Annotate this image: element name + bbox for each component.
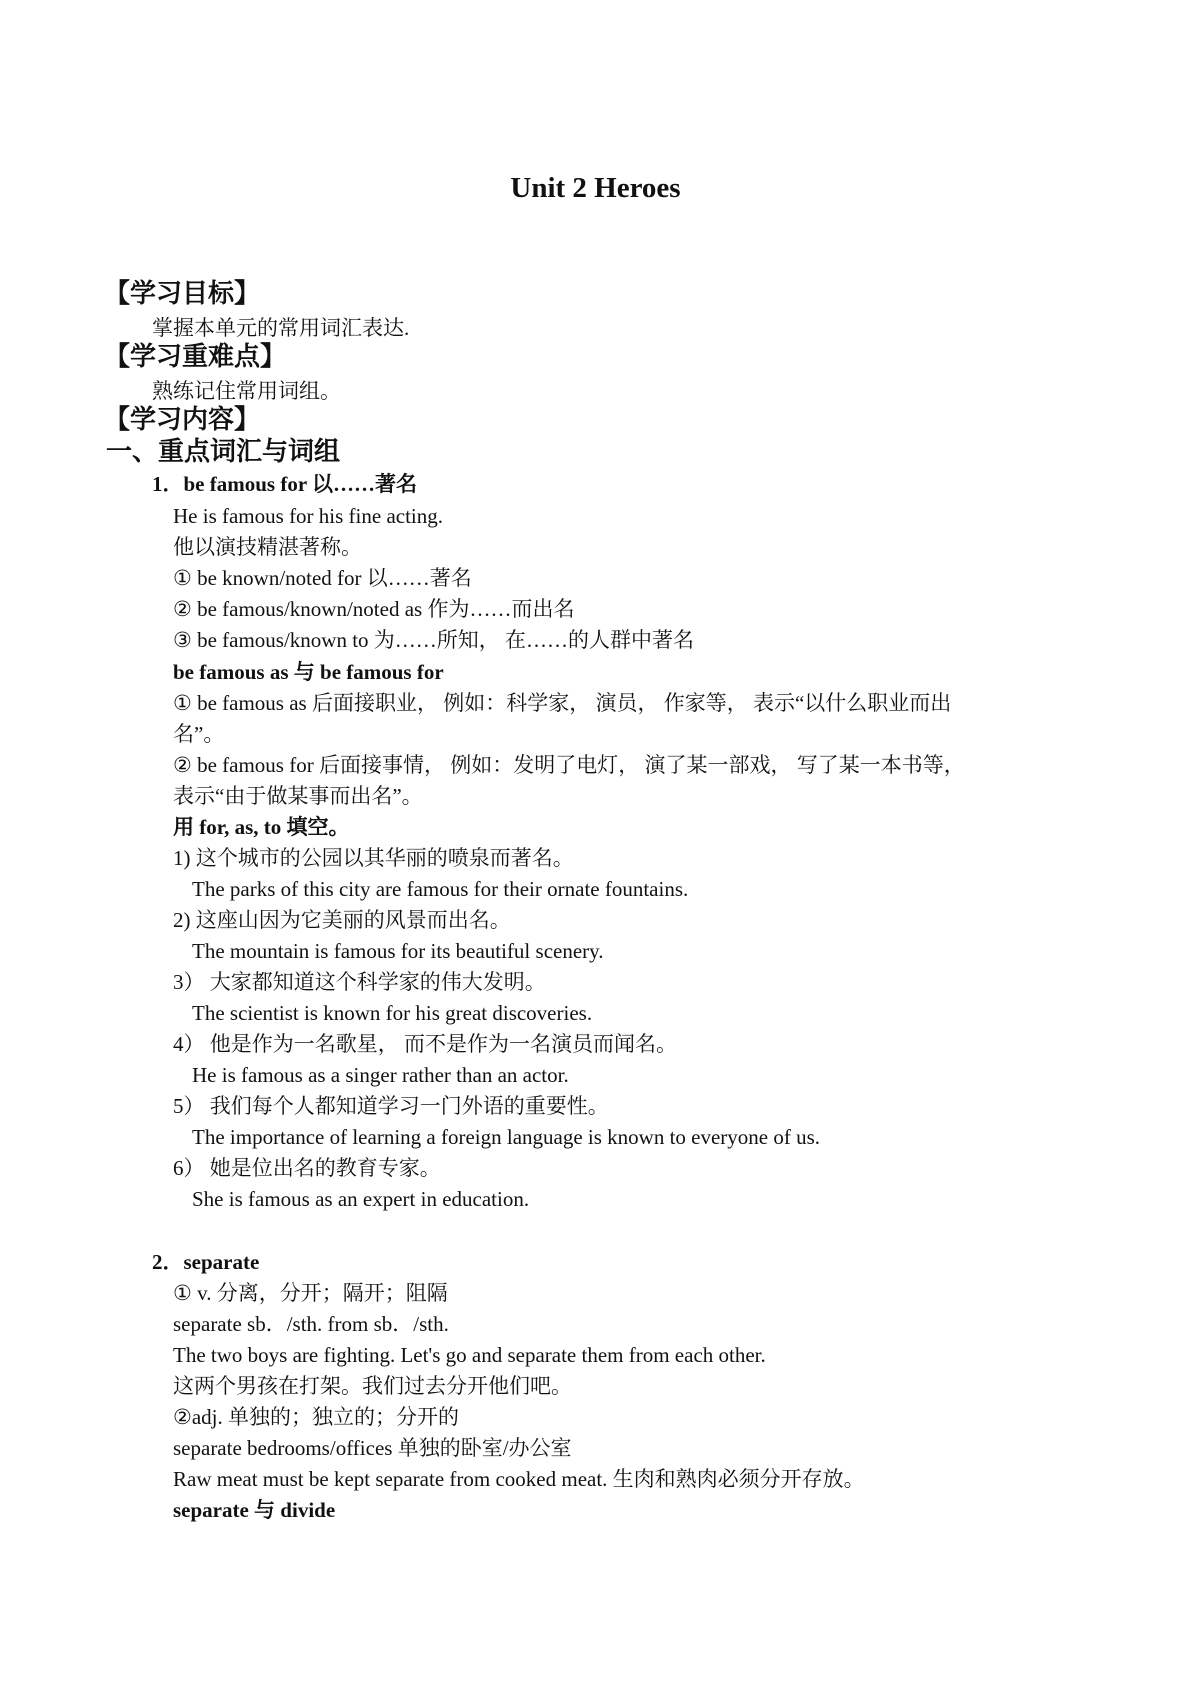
content-heading: 【学习内容】 [104, 405, 261, 434]
item1-compare-line: 表示“由于做某事而出名”。 [173, 784, 423, 808]
item2-pattern: separate sb．/sth. from sb．/sth. [173, 1312, 449, 1336]
page-title: Unit 2 Heroes [510, 172, 681, 204]
item2-compare-heading: separate 与 divide [173, 1498, 336, 1522]
exercise-en: The importance of learning a foreign language is known to everyone of us. [192, 1125, 821, 1149]
exercise-zh: 3） 大家都知道这个科学家的伟大发明。 [173, 970, 546, 994]
item2-example1-en: The two boys are fighting. Let's go and separate them from each other. [173, 1343, 766, 1367]
item1-example-en: He is famous for his fine acting. [173, 504, 444, 528]
exercise-heading: 用 for, as, to 填空。 [173, 815, 350, 839]
item2-verb-def: ① v. 分离，分开；隔开；阻隔 [173, 1281, 448, 1305]
item1-usage: ③ be famous/known to 为……所知， 在……的人群中著名 [173, 628, 695, 652]
item1-usage: ② be famous/known/noted as 作为……而出名 [173, 597, 575, 621]
section-heading: 一、重点词汇与词组 [106, 437, 341, 466]
exercise-zh: 5） 我们每个人都知道学习一门外语的重要性。 [173, 1094, 609, 1118]
exercise-en: He is famous as a singer rather than an actor. [192, 1063, 569, 1087]
item2-heading: 2．separate [152, 1250, 260, 1274]
item1-example-zh: 他以演技精湛著称。 [173, 535, 362, 559]
exercise-zh: 4） 他是作为一名歌星， 而不是作为一名演员而闻名。 [173, 1032, 677, 1056]
item1-compare-heading: be famous as 与 be famous for [173, 660, 444, 684]
exercise-en: She is famous as an expert in education. [192, 1187, 530, 1211]
exercise-en: The scientist is known for his great discoveries. [192, 1001, 593, 1025]
item1-compare-line: ② be famous for 后面接事情， 例如：发明了电灯， 演了某一部戏， 写了某一本书等， [173, 753, 965, 777]
item1-compare-line: ① be famous as 后面接职业， 例如：科学家， 演员， 作家等， 表示“以什么职业而出 [173, 691, 952, 715]
exercise-en: The mountain is famous for its beautiful scenery. [192, 939, 604, 963]
exercise-zh: 1) 这个城市的公园以其华丽的喷泉而著名。 [173, 846, 574, 870]
key-points-text: 熟练记住常用词组。 [152, 379, 341, 403]
key-points-heading: 【学习重难点】 [104, 342, 287, 371]
objectives-heading: 【学习目标】 [104, 279, 261, 308]
exercise-zh: 2) 这座山因为它美丽的风景而出名。 [173, 908, 511, 932]
item2-adj-def: ②adj. 单独的；独立的；分开的 [173, 1405, 459, 1429]
exercise-zh: 6） 她是位出名的教育专家。 [173, 1156, 441, 1180]
exercise-en: The parks of this city are famous for their ornate fountains. [192, 877, 689, 901]
item1-heading: 1．be famous for 以……著名 [152, 472, 418, 496]
item2-phrase: separate bedrooms/offices 单独的卧室/办公室 [173, 1436, 572, 1460]
item2-example2: Raw meat must be kept separate from cooked meat. 生肉和熟肉必须分开存放。 [173, 1467, 865, 1491]
objectives-text: 掌握本单元的常用词汇表达. [152, 316, 410, 340]
item1-usage: ① be known/noted for 以……著名 [173, 566, 472, 590]
item1-compare-line: 名”。 [173, 722, 225, 746]
item2-example1-zh: 这两个男孩在打架。我们过去分开他们吧。 [173, 1374, 572, 1398]
